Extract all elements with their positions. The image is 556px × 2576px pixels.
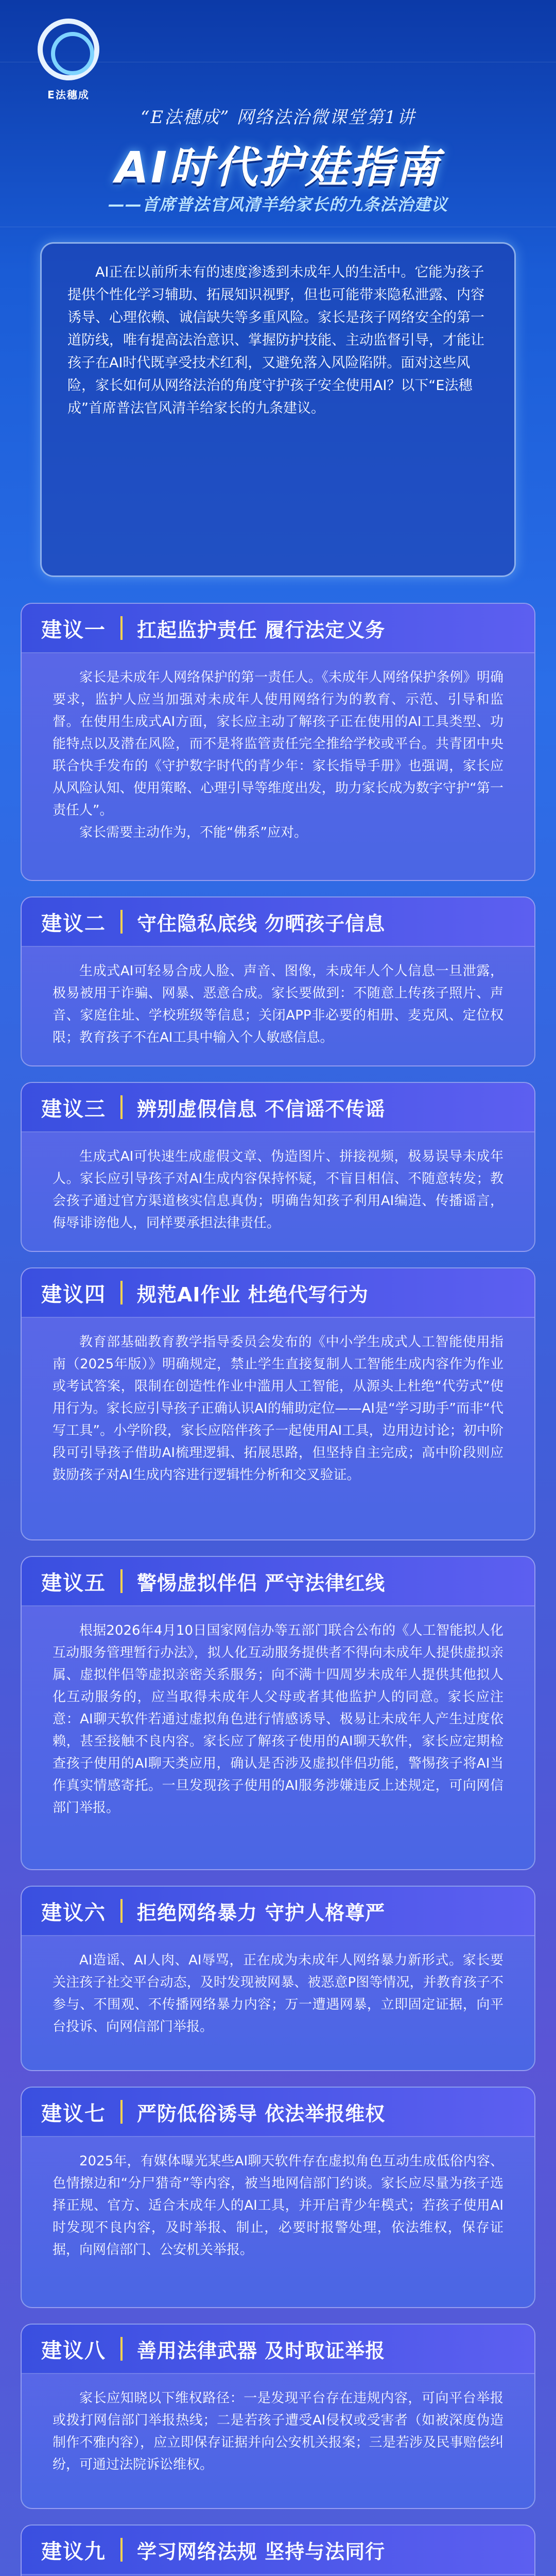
series-title: “E法穗成” 网络法治微课堂第1讲 [140,107,416,128]
advice-number: 建议六 [41,1901,106,1925]
advice-header [22,1557,534,1606]
advice-number: 建议二 [41,911,106,936]
advice-header [22,1268,534,1318]
advice-card-8 [21,2324,535,2509]
advice-card-9 [21,2524,535,2576]
advice-card-1 [21,603,535,881]
advice-paragraph: 家长需要主动作为，不能“佛系”应对。 [79,825,307,840]
advice-card-3 [21,1082,535,1252]
intro-box [40,242,516,577]
logo-icon [38,19,99,80]
advice-number: 建议七 [41,2102,106,2126]
advice-body [22,1606,534,1829]
advice-body [22,2137,534,2272]
divider [120,1095,123,1119]
advice-title: 辨别虚假信息 不信谣不传谣 [137,1097,386,1121]
page-title: AI时代护娃指南 [115,142,441,193]
divider [120,1569,123,1593]
advice-header [22,2325,534,2374]
advice-header [22,604,534,653]
divider [120,910,123,934]
advice-number: 建议五 [41,1571,106,1595]
advice-body [22,653,534,854]
advice-paragraph: 根据2026年4月10日国家网信办等五部门联合公布的《人工智能拟人化互动服务管理暂行办法》，拟人化互动服务提供者不得向未成年人提供虚拟亲属、虚拟伴侣等虚拟亲密关系服务；向不满十四周岁未成年人提供其他拟人化互动服务的，应当取得未成年人父母或者其他监护人的同意。家长应注意：AI聊天软件若通过虚拟角色进行情感诱导、极易让未成年人产生过度依赖，甚至接触不良内容。家长应了解孩子使用的AI聊天软件，家长应定期检查孩子使用的AI聊天类应用，确认是否涉及虚拟伴侣功能，警惕孩子将AI当作真实情感寄托。一旦发现孩子使用的AI服务涉嫌违反上述规定，可向网信部门举报。 [53,1623,503,1816]
logo [35,19,102,101]
advice-header [22,897,534,947]
advice-header [22,2526,534,2575]
advice-title: 守住隐私底线 勿晒孩子信息 [137,912,386,935]
divider [120,2100,123,2124]
advice-number: 建议一 [41,618,106,642]
advice-paragraph: 家长应知晓以下维权路径：一是发现平台存在违规内容，可向平台举报或拨打网信部门举报热线；二是若孩子遭受AI侵权或受害者（如被深度伪造制作不雅内容），应立即保存证据并向公安机关报案；三是若涉及民事赔偿纠纷，可通过法院诉讼维权。 [53,2391,503,2472]
divider [120,2538,123,2562]
page-subtitle: ——首席普法官风清羊给家长的九条法治建议 [108,195,448,214]
divider [120,1281,123,1304]
advice-card-4 [21,1267,535,1540]
advice-number: 建议八 [41,2338,106,2363]
advice-title: 严防低俗诱导 依法举报维权 [137,2102,386,2125]
advice-body [22,2374,534,2486]
advice-title: 学习网络法规 坚持与法同行 [137,2540,386,2563]
advice-card-7 [21,2087,535,2308]
advice-number: 建议三 [41,1097,106,1121]
advice-title: 规范AI作业 杜绝代写行为 [137,1283,369,1306]
advice-paragraph: 生成式AI可快速生成虚假文章、伪造图片、拼接视频，极易误导未成年人。家长应引导孩子对AI生成内容保持怀疑，不盲目相信、不随意转发；教会孩子通过官方渠道核实信息真伪；明确告知孩子利用AI编造、传播谣言，侮辱诽谤他人，同样要承担法律责任。 [53,1149,503,1231]
advice-paragraph: 家长是未成年人网络保护的第一责任人。《未成年人网络保护条例》明确要求，监护人应当加强对未成年人使用网络行为的教育、示范、引导和监督。在使用生成式AI方面，家长应主动了解孩子正在使用的AI工具类型、功能特点以及潜在风险，而不是将监管责任完全推给学校或平台。共青团中央联合快手发布的《守护数字时代的青少年：家长指导手册》也强调，家长应从风险认知、使用策略、心理引导等维度出发，助力家长成为数字守护“第一责任人”。 [53,670,503,818]
advice-paragraph: AI造谣、AI人肉、AI辱骂，正在成为未成年人网络暴力新形式。家长要关注孩子社交平台动态，及时发现被网暴、被恶意P图等情况，并教育孩子不参与、不围观、不传播网络暴力内容；万一遭遇网暴，立即固定证据，向平台投诉、向网信部门举报。 [53,1953,503,2035]
intro-text: AI正在以前所未有的速度渗透到未成年人的生活中。它能为孩子提供个性化学习辅助、拓展知识视野，但也可能带来隐私泄露、内容诱导、心理依赖、诚信缺失等多重风险。家长是孩子网络安全的第一道防线，唯有提高法治意识、掌握防护技能、主动监督引导，才能让孩子在AI时代既享受技术红利，又避免落入风险陷阱。面对这些风险，家长如何从网络法治的角度守护孩子安全使用AI？以下“E法穗成”首席普法官风清羊给家长的九条建议。 [67,264,484,416]
advice-body [22,1318,534,1497]
advice-card-2 [21,896,535,1066]
advice-number: 建议四 [41,1282,106,1307]
advice-title: 拒绝网络暴力 守护人格尊严 [137,1901,386,1924]
advice-title: 警惕虚拟伴侣 严守法律红线 [137,1571,386,1595]
advice-title: 善用法律武器 及时取证举报 [137,2339,386,2362]
advice-body [22,947,534,1059]
logo-text: E法穗成 [47,89,90,101]
advice-paragraph: 2025年，有媒体曝光某些AI聊天软件存在虚拟角色互动生成低俗内容、色情擦边和“分尸猎奇”等内容，被当地网信部门约谈。家长应尽量为孩子选择正规、官方、适合未成年人的AI工具，并开启青少年模式；若孩子使用AI时发现不良内容，及时举报、制止，必要时报警处理，依法维权，保存证据，向网信部门、公安机关举报。 [53,2154,503,2258]
divider [120,1899,123,1923]
header [0,0,556,242]
divider [120,2337,123,2361]
advice-header [22,1887,534,1936]
divider [120,616,123,640]
advice-number: 建议九 [41,2539,106,2564]
advice-card-5 [21,1556,535,1870]
advice-header [22,1083,534,1132]
advice-card-6 [21,1886,535,2071]
advice-header [22,2088,534,2137]
advice-paragraph: 生成式AI可轻易合成人脸、声音、图像，未成年人个人信息一旦泄露，极易被用于诈骗、网暴、恶意合成。家长要做到：不随意上传孩子照片、声音、家庭住址、学校班级等信息；关闭APP非必要的相册、麦克风、定位权限；教育孩子不在AI工具中输入个人敏感信息。 [53,963,503,1045]
advice-title: 扛起监护责任 履行法定义务 [137,618,386,641]
advice-body [22,1132,534,1245]
advice-paragraph: 教育部基础教育教学指导委员会发布的《中小学生成式人工智能使用指南（2025年版）》明确规定，禁止学生直接复制人工智能生成内容作为作业或考试答案，限制在创造性作业中滥用人工智能，从源头上杜绝“代劳式”使用行为。家长应引导孩子正确认识AI的辅助定位——AI是“学习助手”而非“代写工具”。小学阶段，家长应陪伴孩子一起使用AI工具，边用边讨论；初中阶段可引导孩子借助AI梳理逻辑、拓展思路，但坚持自主完成；高中阶段则应鼓励孩子对AI生成内容进行逻辑性分析和交叉验证。 [53,1334,503,1483]
advice-body [22,1936,534,2048]
